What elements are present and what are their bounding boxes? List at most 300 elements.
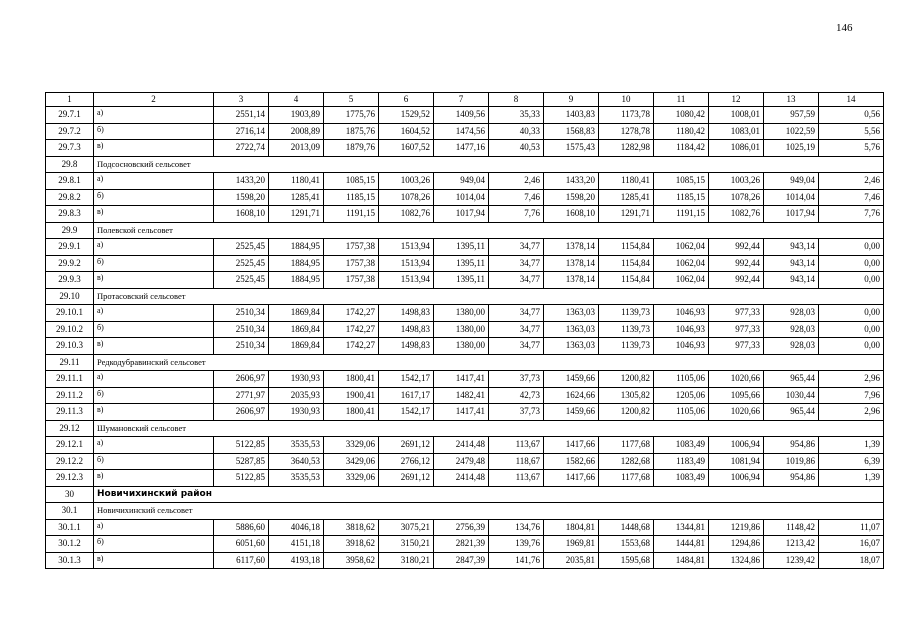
header-row [46,93,884,107]
value-cell: 1409,56 [434,107,489,124]
row-code: 29.12.2 [46,453,94,470]
value-cell: 1884,95 [269,272,324,289]
value-cell: 3150,21 [379,536,434,553]
value-cell: 2722,74 [214,140,269,157]
region-row [46,486,884,503]
row-variant: в) [94,272,214,289]
value-cell: 3640,53 [269,453,324,470]
value-cell: 3918,62 [324,536,379,553]
value-cell: 5,56 [819,123,884,140]
value-cell: 34,77 [489,255,544,272]
header-cell: 9 [544,93,599,107]
value-cell: 1078,26 [709,189,764,206]
value-cell: 2013,09 [269,140,324,157]
value-cell: 2414,48 [434,470,489,487]
value-cell: 1180,42 [654,123,709,140]
value-cell: 1529,52 [379,107,434,124]
table-row [46,387,884,404]
value-cell: 1484,81 [654,552,709,569]
value-cell: 0,00 [819,272,884,289]
value-cell: 1062,04 [654,272,709,289]
header-cell: 13 [764,93,819,107]
value-cell: 1062,04 [654,255,709,272]
header-cell: 5 [324,93,379,107]
value-cell: 1083,01 [709,123,764,140]
value-cell: 1081,94 [709,453,764,470]
page-number: 146 [836,22,853,34]
value-cell: 943,14 [764,239,819,256]
value-cell: 992,44 [709,255,764,272]
value-cell: 1513,94 [379,239,434,256]
value-cell: 1498,83 [379,338,434,355]
table-row [46,239,884,256]
row-code: 29.11.1 [46,371,94,388]
value-cell: 1154,84 [599,272,654,289]
value-cell: 7,76 [819,206,884,223]
table-row [46,404,884,421]
value-cell: 1083,49 [654,470,709,487]
section-row [46,222,884,239]
value-cell: 6117,60 [214,552,269,569]
value-cell: 2525,45 [214,255,269,272]
value-cell: 1191,15 [654,206,709,223]
value-cell: 1083,49 [654,437,709,454]
row-variant: а) [94,437,214,454]
value-cell: 2691,12 [379,437,434,454]
value-cell: 1363,03 [544,321,599,338]
value-cell: 1291,71 [599,206,654,223]
value-cell: 1459,66 [544,404,599,421]
value-cell: 4151,18 [269,536,324,553]
section-code: 29.12 [46,420,94,437]
value-cell: 1014,04 [764,189,819,206]
value-cell: 1291,71 [269,206,324,223]
value-cell: 35,33 [489,107,544,124]
value-cell: 141,76 [489,552,544,569]
value-cell: 5886,60 [214,519,269,536]
value-cell: 40,33 [489,123,544,140]
value-cell: 1080,42 [654,107,709,124]
row-code: 29.8.3 [46,206,94,223]
value-cell: 1239,42 [764,552,819,569]
table-row [46,470,884,487]
header-cell: 2 [94,93,214,107]
value-cell: 1017,94 [764,206,819,223]
table-row [46,189,884,206]
value-cell: 113,67 [489,437,544,454]
value-cell: 3535,53 [269,437,324,454]
value-cell: 954,86 [764,437,819,454]
value-cell: 943,14 [764,255,819,272]
value-cell: 2510,34 [214,338,269,355]
value-cell: 3075,21 [379,519,434,536]
table-row [46,173,884,190]
value-cell: 1086,01 [709,140,764,157]
value-cell: 957,59 [764,107,819,124]
value-cell: 1324,86 [709,552,764,569]
value-cell: 1608,10 [544,206,599,223]
value-cell: 1139,73 [599,321,654,338]
value-cell: 1542,17 [379,371,434,388]
section-row [46,354,884,371]
value-cell: 1380,00 [434,338,489,355]
value-cell: 2821,39 [434,536,489,553]
value-cell: 1105,06 [654,371,709,388]
value-cell: 1148,42 [764,519,819,536]
section-name: Полевской сельсовет [94,222,884,239]
value-cell: 1278,78 [599,123,654,140]
value-cell: 1185,15 [654,189,709,206]
value-cell: 1378,14 [544,255,599,272]
table-row [46,437,884,454]
header-cell: 6 [379,93,434,107]
value-cell: 1542,17 [379,404,434,421]
table-row [46,107,884,124]
value-cell: 1285,41 [599,189,654,206]
value-cell: 1191,15 [324,206,379,223]
region-name: Новичихинский район [94,486,884,503]
value-cell: 1448,68 [599,519,654,536]
value-cell: 1139,73 [599,305,654,322]
value-cell: 1395,11 [434,255,489,272]
value-cell: 1403,83 [544,107,599,124]
value-cell: 1078,26 [379,189,434,206]
value-cell: 1180,41 [599,173,654,190]
value-cell: 37,73 [489,404,544,421]
row-variant: в) [94,470,214,487]
value-cell: 1022,59 [764,123,819,140]
value-cell: 1154,84 [599,239,654,256]
value-cell: 40,53 [489,140,544,157]
value-cell: 2525,45 [214,272,269,289]
value-cell: 928,03 [764,305,819,322]
value-cell: 1020,66 [709,404,764,421]
value-cell: 1553,68 [599,536,654,553]
value-cell: 1513,94 [379,255,434,272]
header-cell: 3 [214,93,269,107]
row-variant: б) [94,123,214,140]
header-cell: 8 [489,93,544,107]
value-cell: 1008,01 [709,107,764,124]
value-cell: 1879,76 [324,140,379,157]
value-cell: 139,76 [489,536,544,553]
value-cell: 1869,84 [269,321,324,338]
value-cell: 42,73 [489,387,544,404]
value-cell: 1604,52 [379,123,434,140]
value-cell: 1219,86 [709,519,764,536]
header-cell: 1 [46,93,94,107]
table-row [46,305,884,322]
row-code: 29.12.1 [46,437,94,454]
value-cell: 1,39 [819,437,884,454]
table-row [46,321,884,338]
row-variant: б) [94,189,214,206]
value-cell: 0,00 [819,255,884,272]
value-cell: 3329,06 [324,470,379,487]
row-variant: а) [94,519,214,536]
row-variant: в) [94,404,214,421]
value-cell: 1082,76 [379,206,434,223]
value-cell: 7,46 [819,189,884,206]
value-cell: 965,44 [764,371,819,388]
value-cell: 1869,84 [269,305,324,322]
value-cell: 7,96 [819,387,884,404]
value-cell: 2035,81 [544,552,599,569]
row-variant: в) [94,552,214,569]
table-row [46,338,884,355]
section-name: Подсосновский сельсовет [94,156,884,173]
value-cell: 1903,89 [269,107,324,124]
value-cell: 1363,03 [544,338,599,355]
value-cell: 4046,18 [269,519,324,536]
value-cell: 1200,82 [599,371,654,388]
value-cell: 1046,93 [654,305,709,322]
row-code: 29.10.2 [46,321,94,338]
value-cell: 1183,49 [654,453,709,470]
value-cell: 1378,14 [544,272,599,289]
value-cell: 1294,86 [709,536,764,553]
value-cell: 1378,14 [544,239,599,256]
value-cell: 1595,68 [599,552,654,569]
value-cell: 977,33 [709,321,764,338]
value-cell: 1582,66 [544,453,599,470]
value-cell: 1900,41 [324,387,379,404]
row-variant: б) [94,387,214,404]
value-cell: 1884,95 [269,255,324,272]
value-cell: 1,39 [819,470,884,487]
value-cell: 1498,83 [379,321,434,338]
row-code: 29.10.1 [46,305,94,322]
value-cell: 3329,06 [324,437,379,454]
value-cell: 1433,20 [544,173,599,190]
row-variant: а) [94,305,214,322]
value-cell: 2,46 [489,173,544,190]
value-cell: 2551,14 [214,107,269,124]
value-cell: 18,07 [819,552,884,569]
value-cell: 3818,62 [324,519,379,536]
value-cell: 2035,93 [269,387,324,404]
value-cell: 34,77 [489,272,544,289]
row-code: 29.12.3 [46,470,94,487]
value-cell: 11,07 [819,519,884,536]
table-row [46,255,884,272]
value-cell: 1742,27 [324,305,379,322]
header-cell: 4 [269,93,324,107]
section-name: Новичихинский сельсовет [94,503,884,520]
value-cell: 1417,66 [544,437,599,454]
value-cell: 1757,38 [324,272,379,289]
row-code: 30.1.3 [46,552,94,569]
header-cell: 12 [709,93,764,107]
value-cell: 2479,48 [434,453,489,470]
value-cell: 37,73 [489,371,544,388]
row-code: 30.1.2 [46,536,94,553]
value-cell: 2606,97 [214,404,269,421]
row-variant: в) [94,206,214,223]
value-cell: 1417,66 [544,470,599,487]
value-cell: 1417,41 [434,404,489,421]
value-cell: 1757,38 [324,255,379,272]
value-cell: 1757,38 [324,239,379,256]
value-cell: 1046,93 [654,338,709,355]
value-cell: 1800,41 [324,404,379,421]
value-cell: 1433,20 [214,173,269,190]
value-cell: 1180,41 [269,173,324,190]
section-name: Шумановский сельсовет [94,420,884,437]
value-cell: 1477,16 [434,140,489,157]
value-cell: 5122,85 [214,470,269,487]
row-code: 29.8.1 [46,173,94,190]
value-cell: 1082,76 [709,206,764,223]
section-code: 30.1 [46,503,94,520]
value-cell: 1085,15 [324,173,379,190]
section-row [46,420,884,437]
value-cell: 1019,86 [764,453,819,470]
value-cell: 1095,66 [709,387,764,404]
value-cell: 2008,89 [269,123,324,140]
value-cell: 0,00 [819,321,884,338]
value-cell: 1775,76 [324,107,379,124]
value-cell: 1417,41 [434,371,489,388]
row-variant: б) [94,255,214,272]
value-cell: 1177,68 [599,470,654,487]
value-cell: 928,03 [764,338,819,355]
table-row [46,206,884,223]
value-cell: 1282,68 [599,453,654,470]
value-cell: 134,76 [489,519,544,536]
value-cell: 6,39 [819,453,884,470]
row-code: 29.10.3 [46,338,94,355]
row-variant: б) [94,453,214,470]
row-variant: а) [94,107,214,124]
section-row [46,156,884,173]
section-name: Протасовский сельсовет [94,288,884,305]
value-cell: 1105,06 [654,404,709,421]
value-cell: 977,33 [709,305,764,322]
row-variant: а) [94,239,214,256]
value-cell: 943,14 [764,272,819,289]
value-cell: 1154,84 [599,255,654,272]
row-code: 29.9.2 [46,255,94,272]
table-row [46,140,884,157]
value-cell: 1003,26 [379,173,434,190]
value-cell: 1459,66 [544,371,599,388]
value-cell: 118,67 [489,453,544,470]
tariff-table [45,92,884,569]
value-cell: 1474,56 [434,123,489,140]
header-cell: 11 [654,93,709,107]
value-cell: 1006,94 [709,470,764,487]
value-cell: 954,86 [764,470,819,487]
row-code: 29.11.2 [46,387,94,404]
section-row [46,288,884,305]
row-code: 29.7.2 [46,123,94,140]
row-code: 29.11.3 [46,404,94,421]
value-cell: 2414,48 [434,437,489,454]
value-cell: 34,77 [489,338,544,355]
value-cell: 2771,97 [214,387,269,404]
value-cell: 1869,84 [269,338,324,355]
value-cell: 1498,83 [379,305,434,322]
value-cell: 1185,15 [324,189,379,206]
row-code: 29.9.3 [46,272,94,289]
value-cell: 34,77 [489,305,544,322]
value-cell: 2756,39 [434,519,489,536]
value-cell: 1575,43 [544,140,599,157]
row-variant: а) [94,371,214,388]
value-cell: 34,77 [489,239,544,256]
table-row [46,536,884,553]
value-cell: 1003,26 [709,173,764,190]
value-cell: 5122,85 [214,437,269,454]
value-cell: 3958,62 [324,552,379,569]
value-cell: 1969,81 [544,536,599,553]
value-cell: 3429,06 [324,453,379,470]
value-cell: 1285,41 [269,189,324,206]
value-cell: 965,44 [764,404,819,421]
row-variant: в) [94,338,214,355]
row-code: 29.7.3 [46,140,94,157]
value-cell: 1804,81 [544,519,599,536]
value-cell: 1624,66 [544,387,599,404]
section-row [46,503,884,520]
value-cell: 2691,12 [379,470,434,487]
value-cell: 1875,76 [324,123,379,140]
value-cell: 1213,42 [764,536,819,553]
value-cell: 1363,03 [544,305,599,322]
value-cell: 5287,85 [214,453,269,470]
value-cell: 3535,53 [269,470,324,487]
value-cell: 1020,66 [709,371,764,388]
row-code: 29.9.1 [46,239,94,256]
table-row [46,123,884,140]
value-cell: 1380,00 [434,321,489,338]
value-cell: 1173,78 [599,107,654,124]
value-cell: 16,07 [819,536,884,553]
value-cell: 3180,21 [379,552,434,569]
value-cell: 2525,45 [214,239,269,256]
value-cell: 0,56 [819,107,884,124]
value-cell: 1062,04 [654,239,709,256]
table-row [46,552,884,569]
section-code: 29.8 [46,156,94,173]
value-cell: 6051,60 [214,536,269,553]
value-cell: 1617,17 [379,387,434,404]
header-cell: 10 [599,93,654,107]
value-cell: 113,67 [489,470,544,487]
section-code: 30 [46,486,94,503]
value-cell: 1395,11 [434,272,489,289]
value-cell: 1380,00 [434,305,489,322]
row-code: 29.8.2 [46,189,94,206]
value-cell: 2847,39 [434,552,489,569]
value-cell: 992,44 [709,272,764,289]
value-cell: 1200,82 [599,404,654,421]
value-cell: 2,46 [819,173,884,190]
value-cell: 1444,81 [654,536,709,553]
value-cell: 1139,73 [599,338,654,355]
value-cell: 1598,20 [214,189,269,206]
value-cell: 5,76 [819,140,884,157]
value-cell: 1608,10 [214,206,269,223]
value-cell: 1598,20 [544,189,599,206]
table-body [46,107,884,569]
value-cell: 2510,34 [214,305,269,322]
value-cell: 1184,42 [654,140,709,157]
value-cell: 1884,95 [269,239,324,256]
value-cell: 1014,04 [434,189,489,206]
value-cell: 1513,94 [379,272,434,289]
